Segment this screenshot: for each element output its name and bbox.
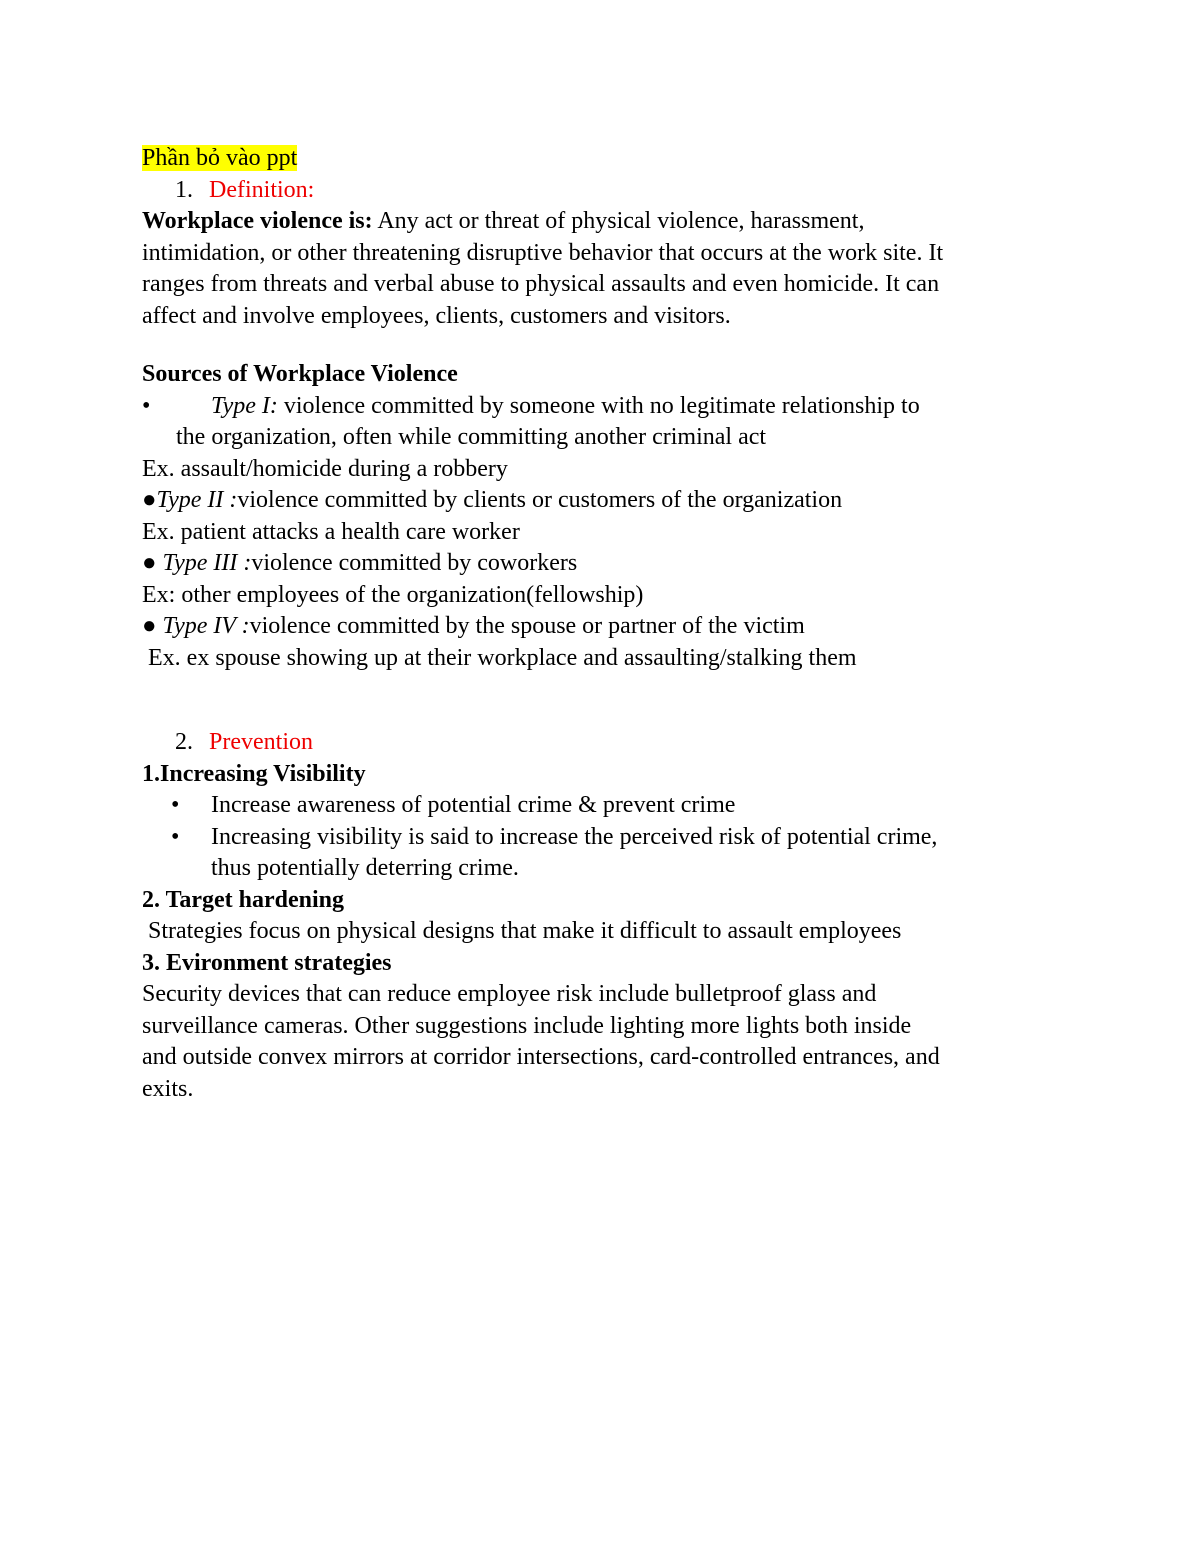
type-1-item [142, 391, 1062, 423]
target-hardening-text: Strategies focus on physical designs that make it difficult to assault employees [148, 918, 902, 944]
section-1-number: 1. [175, 176, 193, 203]
target-hardening-heading [142, 885, 1062, 917]
type-4-text: violence committed by the spouse or partner of the victim [249, 613, 805, 639]
definition-text-1: Any act or threat of physical violence, harassment, [372, 208, 865, 234]
environment-heading-text: 3. Evironment strategies [142, 949, 392, 976]
bullet-icon: • [171, 792, 180, 818]
type-3-text: violence committed by coworkers [251, 550, 578, 576]
type-3-item [142, 548, 1062, 580]
section-2-number: 2. [175, 729, 193, 755]
blank-line [142, 674, 1062, 727]
environment-line-4: exits. [142, 1075, 194, 1102]
visibility-bullet-2-continuation: thus potentially deterring crime. [211, 855, 519, 881]
document-page [142, 143, 1062, 1105]
bullet-icon: • [171, 823, 180, 850]
type-2-label: Type II : [156, 487, 238, 513]
type-3-example: Ex: other employees of the organization(fellowship) [142, 581, 644, 608]
type-1-text: violence committed by someone with no legitimate relationship to [277, 392, 920, 419]
sources-heading [142, 359, 1062, 391]
type-1-continuation: the organization, often while committing another criminal act [176, 424, 767, 450]
definition-line-1 [142, 206, 1062, 238]
visibility-bullet-1-text: Increase awareness of potential crime & prevent crime [211, 792, 736, 818]
header-line [142, 143, 1062, 175]
definition-line-3: ranges from threats and verbal abuse to physical assaults and even homicide. It can [142, 271, 940, 297]
definition-line-2: intimidation, or other threatening disruptive behavior that occurs at the work site. It [142, 239, 944, 266]
round-bullet-icon: ● [142, 613, 157, 639]
visibility-heading [142, 759, 1062, 791]
round-bullet-icon: ● [142, 487, 157, 513]
environment-line-1: Security devices that can reduce employee risk include bulletproof glass and [142, 981, 877, 1007]
type-2-item [142, 485, 1062, 517]
type-4-label: Type IV : [162, 613, 250, 639]
definition-line-4: affect and involve employees, clients, customers and visitors. [142, 302, 731, 329]
type-4-item [142, 611, 1062, 643]
definition-label: Workplace violence is: [142, 208, 373, 234]
type-1-example: Ex. assault/homicide during a robbery [142, 455, 508, 482]
visibility-bullet-1 [142, 790, 1062, 822]
round-bullet-icon: ● [142, 550, 157, 576]
section-2-title: Prevention [209, 729, 313, 755]
environment-line-2: surveillance cameras. Other suggestions include lighting more lights both inside [142, 1012, 912, 1039]
type-2-text: violence committed by clients or customers of the organization [237, 487, 843, 513]
environment-line-3: and outside convex mirrors at corridor intersections, card-controlled entrances, and [142, 1044, 940, 1070]
type-4-example: Ex. ex spouse showing up at their workplace and assaulting/stalking them [148, 644, 857, 671]
target-hardening-heading-text: 2. Target hardening [142, 886, 345, 913]
section-2-heading [142, 727, 1062, 759]
section-1-title: Definition: [209, 176, 315, 203]
section-1-heading [142, 175, 1062, 207]
sources-heading-text: Sources of Workplace Violence [142, 361, 458, 387]
bullet-icon: • [142, 392, 151, 419]
highlighted-header: Phần bỏ vào ppt [142, 145, 298, 171]
visibility-heading-text: 1.Increasing Visibility [142, 760, 366, 787]
visibility-bullet-2-text: Increasing visibility is said to increase the perceived risk of potential crime, [211, 823, 938, 850]
type-1-label: Type I: [211, 392, 278, 419]
environment-heading [142, 948, 1062, 980]
type-2-example: Ex. patient attacks a health care worker [142, 518, 520, 545]
visibility-bullet-2 [142, 822, 1062, 854]
blank-line [142, 332, 1062, 359]
type-3-label: Type III : [162, 550, 252, 576]
